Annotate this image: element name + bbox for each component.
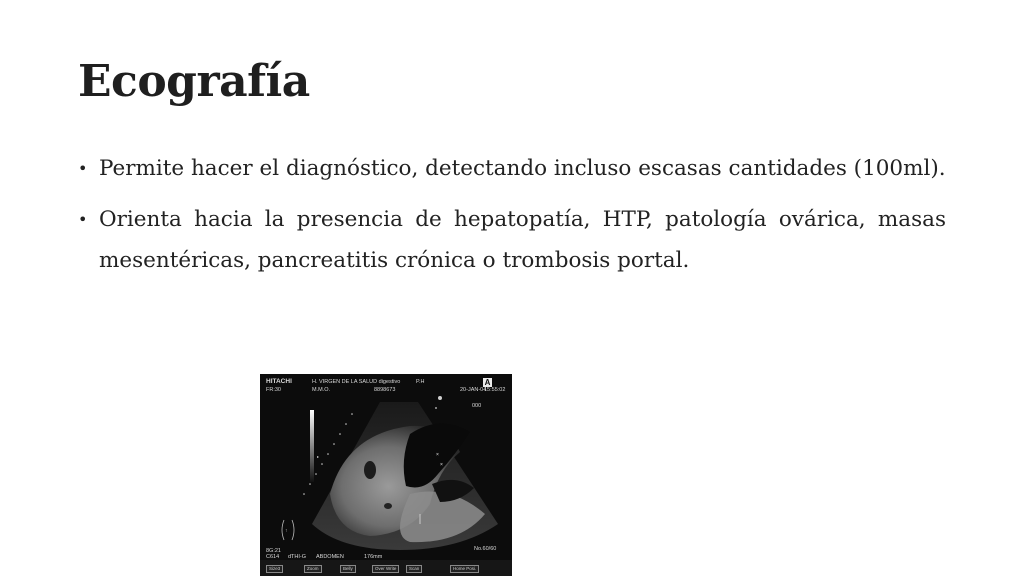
- bullet-marker: •: [78, 159, 88, 178]
- slide-title: Ecografía: [78, 56, 310, 107]
- ultrasound-image: [260, 374, 512, 576]
- hospital-label: H. VIRGEN DE LA SALUD digestivo: [312, 379, 401, 385]
- bullet-marker: •: [78, 210, 88, 229]
- svg-text:×: ×: [440, 462, 443, 468]
- bullet-text: Permite hacer el diagnóstico, detectando incluso escasas cantidades (100ml).: [99, 156, 946, 181]
- bullet-text: Orienta hacia la presencia de hepatopatía, HTP, patología ovárica, masas mesentéricas, pancreatitis crónica o trombosis portal.: [99, 207, 946, 273]
- scan-button: Scan: [406, 565, 422, 573]
- patient-id: 8898673: [374, 387, 396, 393]
- operator-label: P.H: [416, 379, 425, 385]
- home-position-button: Home Posi.: [450, 565, 479, 573]
- bullet-list: [78, 148, 946, 291]
- brand-label: HITACHI: [266, 378, 292, 385]
- size-button: Size3: [266, 565, 283, 573]
- svg-text:▸: ▸: [317, 454, 320, 459]
- scan-time: 15:55:02: [484, 387, 506, 393]
- svg-text:×: ×: [436, 452, 439, 458]
- belly-button: Belly: [340, 565, 356, 573]
- bullet-item: [78, 148, 946, 189]
- scan-date: 20-JAN-04: [460, 387, 487, 393]
- param-readout: 8G:21: [266, 548, 281, 554]
- frame-counter: No.60/60: [474, 546, 497, 552]
- gain-readout: 000: [472, 403, 482, 409]
- depth-readout: 176mm: [364, 554, 383, 560]
- patient-label: M.M.O.: [312, 387, 331, 393]
- mode-indicator: A: [484, 378, 491, 387]
- preset-readout: ABDOMEN: [316, 554, 344, 560]
- overwrite-button: Over Write: [372, 565, 399, 573]
- frame-rate-label: FR:30: [266, 387, 281, 393]
- zoom-button: Zoom: [304, 565, 322, 573]
- body-marker-icon: [282, 520, 294, 540]
- grayscale-bar: [310, 410, 314, 482]
- probe-readout: C614: [266, 554, 280, 560]
- thi-readout: dTHI-G: [288, 554, 307, 560]
- bullet-item: [78, 199, 946, 281]
- svg-text:↑: ↑: [285, 528, 288, 534]
